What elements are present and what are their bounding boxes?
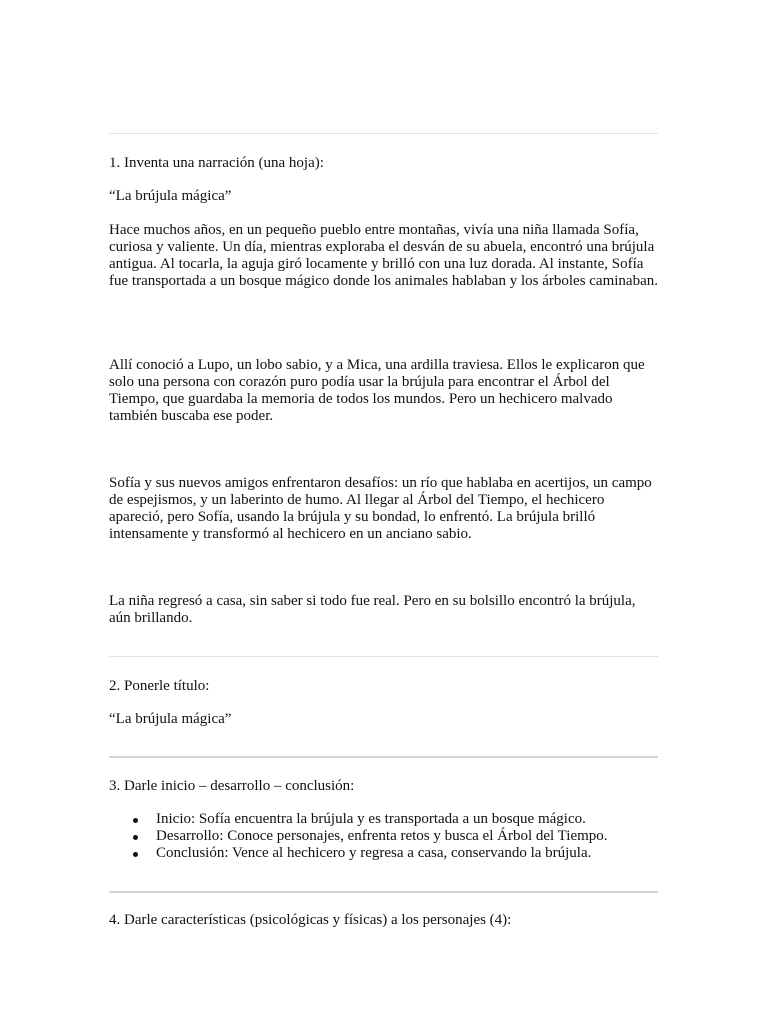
- section-1-heading: 1. Inventa una narración (una hoja):: [109, 155, 324, 171]
- story-paragraph-2: Allí conoció a Lupo, un lobo sabio, y a Mica, una ardilla traviesa. Ellos le explicaron que solo una persona con corazón puro podía usar la brújula para encontrar el Árbol del Tiempo, que guardaba la memoria de todos los mundos. Pero un hechicero malvado también buscaba ese poder.: [109, 357, 645, 424]
- story-paragraph-1: Hace muchos años, en un pequeño pueblo entre montañas, vivía una niña llamada Sofía, curiosa y valiente. Un día, mientras exploraba el desván de su abuela, encontró una brújula antigua. Al tocarla, la aguja giró locamente y brilló con una luz dorada. Al instante, Sofía fue transportada a un bosque mágico donde los animales hablaban y los árboles caminaban.: [109, 222, 658, 289]
- bullet-icon: [133, 852, 138, 857]
- list-item: [109, 828, 658, 845]
- horizontal-rule-top: [109, 133, 658, 134]
- section-1-story-title: “La brújula mágica”: [109, 188, 232, 204]
- section-3-heading: 3. Darle inicio – desarrollo – conclusión:: [109, 778, 355, 794]
- bullet-icon: [133, 818, 138, 823]
- section-2-title: “La brújula mágica”: [109, 711, 232, 727]
- list-item: [109, 845, 658, 862]
- section-4-heading: 4. Darle características (psicológicas y físicas) a los personajes (4):: [109, 912, 512, 928]
- story-paragraph-3: Sofía y sus nuevos amigos enfrentaron desafíos: un río que hablaba en acertijos, un campo de espejismos, y un laberinto de humo. Al llegar al Árbol del Tiempo, el hechicero apareció, pero Sofía, usando la brújula y su bondad, lo enfrentó. La brújula brilló intensamente y transformó al hechicero en un anciano sabio.: [109, 475, 652, 542]
- section-2-heading: 2. Ponerle título:: [109, 678, 210, 694]
- story-paragraph-4: La niña regresó a casa, sin saber si todo fue real. Pero en su bolsillo encontró la brújula, aún brillando.: [109, 593, 636, 626]
- list-item-text: Desarrollo: Conoce personajes, enfrenta retos y busca el Árbol del Tiempo.: [156, 828, 608, 844]
- horizontal-rule-1: [109, 656, 658, 657]
- horizontal-rule-3: [109, 891, 658, 893]
- list-item-text: Inicio: Sofía encuentra la brújula y es transportada a un bosque mágico.: [156, 811, 586, 827]
- list-item-text: Conclusión: Vence al hechicero y regresa a casa, conservando la brújula.: [156, 845, 592, 861]
- document-page: [109, 0, 658, 1024]
- list-item: [109, 811, 658, 828]
- horizontal-rule-2: [109, 756, 658, 758]
- section-3-list: [109, 811, 658, 862]
- bullet-icon: [133, 835, 138, 840]
